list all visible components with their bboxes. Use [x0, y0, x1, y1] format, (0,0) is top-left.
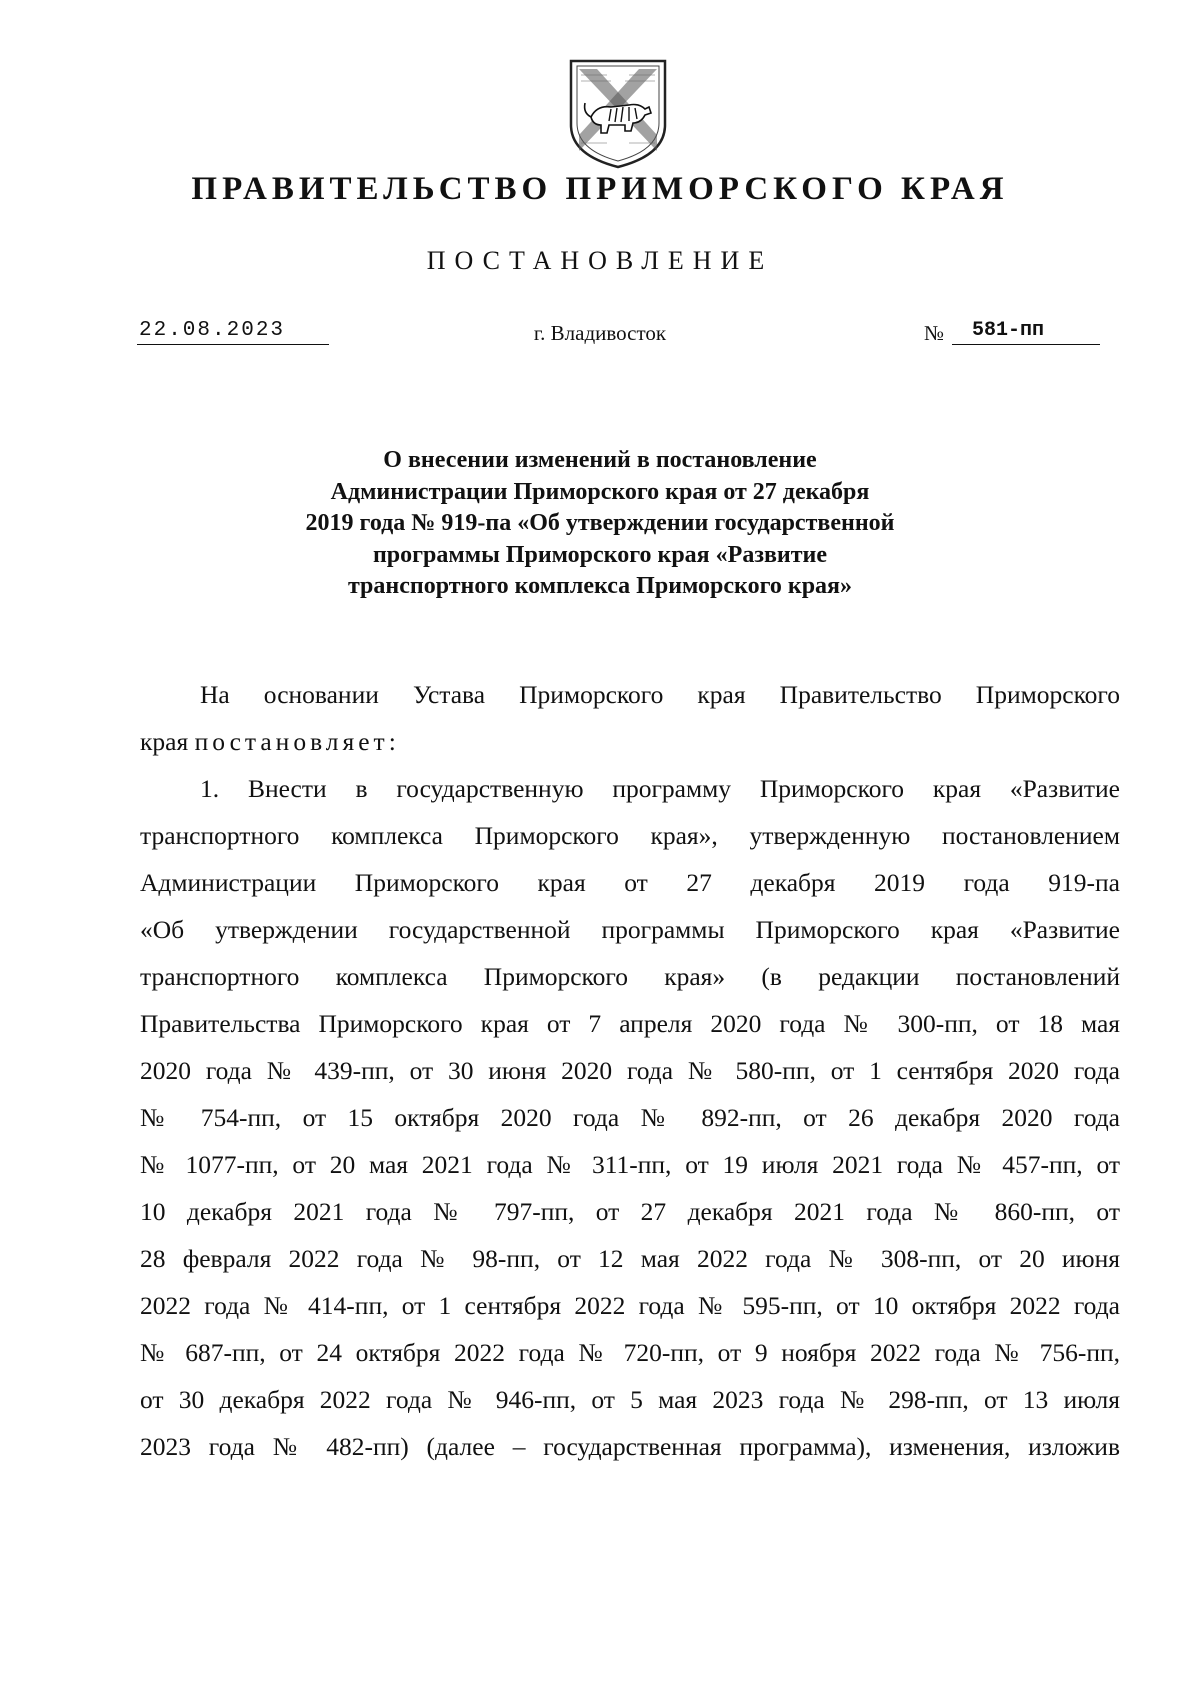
document-number: 581-пп: [952, 318, 1100, 345]
body-line: 1. Внести в государственную программу Приморского края «Развитие: [200, 774, 1120, 803]
document-type: ПОСТАНОВЛЕНИЕ: [426, 246, 774, 275]
government-title: ПРАВИТЕЛЬСТВО ПРИМОРСКОГО КРАЯ: [191, 171, 1009, 207]
body-text-spaced: постановляет:: [194, 727, 400, 756]
document-date: 22.08.2023: [137, 318, 329, 345]
document-city: г. Владивосток: [533, 321, 667, 345]
subject-line: транспортного комплекса Приморского края»: [347, 573, 853, 599]
primorsky-krai-coat-of-arms-icon: [567, 55, 669, 170]
number-sign: №: [924, 321, 945, 345]
body-line: Администрации Приморского края от 27 декабря 2019 года 919-па: [140, 868, 1120, 897]
body-line: 28 февраля 2022 года № 98-пп, от 12 мая 2022 года № 308-пп, от 20 июня: [140, 1244, 1120, 1273]
document-subject: [200, 445, 1000, 603]
body-line: 10 декабря 2021 года № 797-пп, от 27 декабря 2021 года № 860-пп, от: [140, 1197, 1120, 1226]
body-line: 2020 года № 439-пп, от 30 июня 2020 года № 580-пп, от 1 сентября 2020 года: [140, 1056, 1120, 1085]
body-line: [140, 724, 1120, 760]
body-line: № 754-пп, от 15 октября 2020 года № 892-пп, от 26 декабря 2020 года: [140, 1103, 1120, 1132]
subject-line: Администрации Приморского края от 27 декабря: [330, 478, 870, 505]
body-line: № 1077-пп, от 20 мая 2021 года № 311-пп, от 19 июля 2021 года № 457-пп, от: [140, 1150, 1120, 1179]
body-line: На основании Устава Приморского края Правительство Приморского: [200, 680, 1120, 709]
body-line: от 30 декабря 2022 года № 946-пп, от 5 мая 2023 года № 298-пп, от 13 июля: [140, 1385, 1120, 1414]
body-line: «Об утверждении государственной программы Приморского края «Развитие: [140, 915, 1120, 944]
subject-line: 2019 года № 919-па «Об утверждении государственной: [305, 510, 895, 536]
body-line: Правительства Приморского края от 7 апреля 2020 года № 300-пп, от 18 мая: [140, 1009, 1120, 1038]
subject-line: программы Приморского края «Развитие: [372, 541, 828, 568]
body-line: транспортного комплекса Приморского края» (в редакции постановлений: [140, 962, 1120, 991]
subject-line: О внесении изменений в постановление: [383, 447, 817, 473]
body-line: 2023 года № 482-пп) (далее – государственная программа), изменения, изложив: [140, 1432, 1120, 1461]
body-line: транспортного комплекса Приморского края», утвержденную постановлением: [140, 821, 1120, 850]
body-line: № 687-пп, от 24 октября 2022 года № 720-пп, от 9 ноября 2022 года № 756-пп,: [140, 1338, 1120, 1367]
body-line: 2022 года № 414-пп, от 1 сентября 2022 года № 595-пп, от 10 октября 2022 года: [140, 1291, 1120, 1320]
body-text: края: [140, 727, 195, 756]
